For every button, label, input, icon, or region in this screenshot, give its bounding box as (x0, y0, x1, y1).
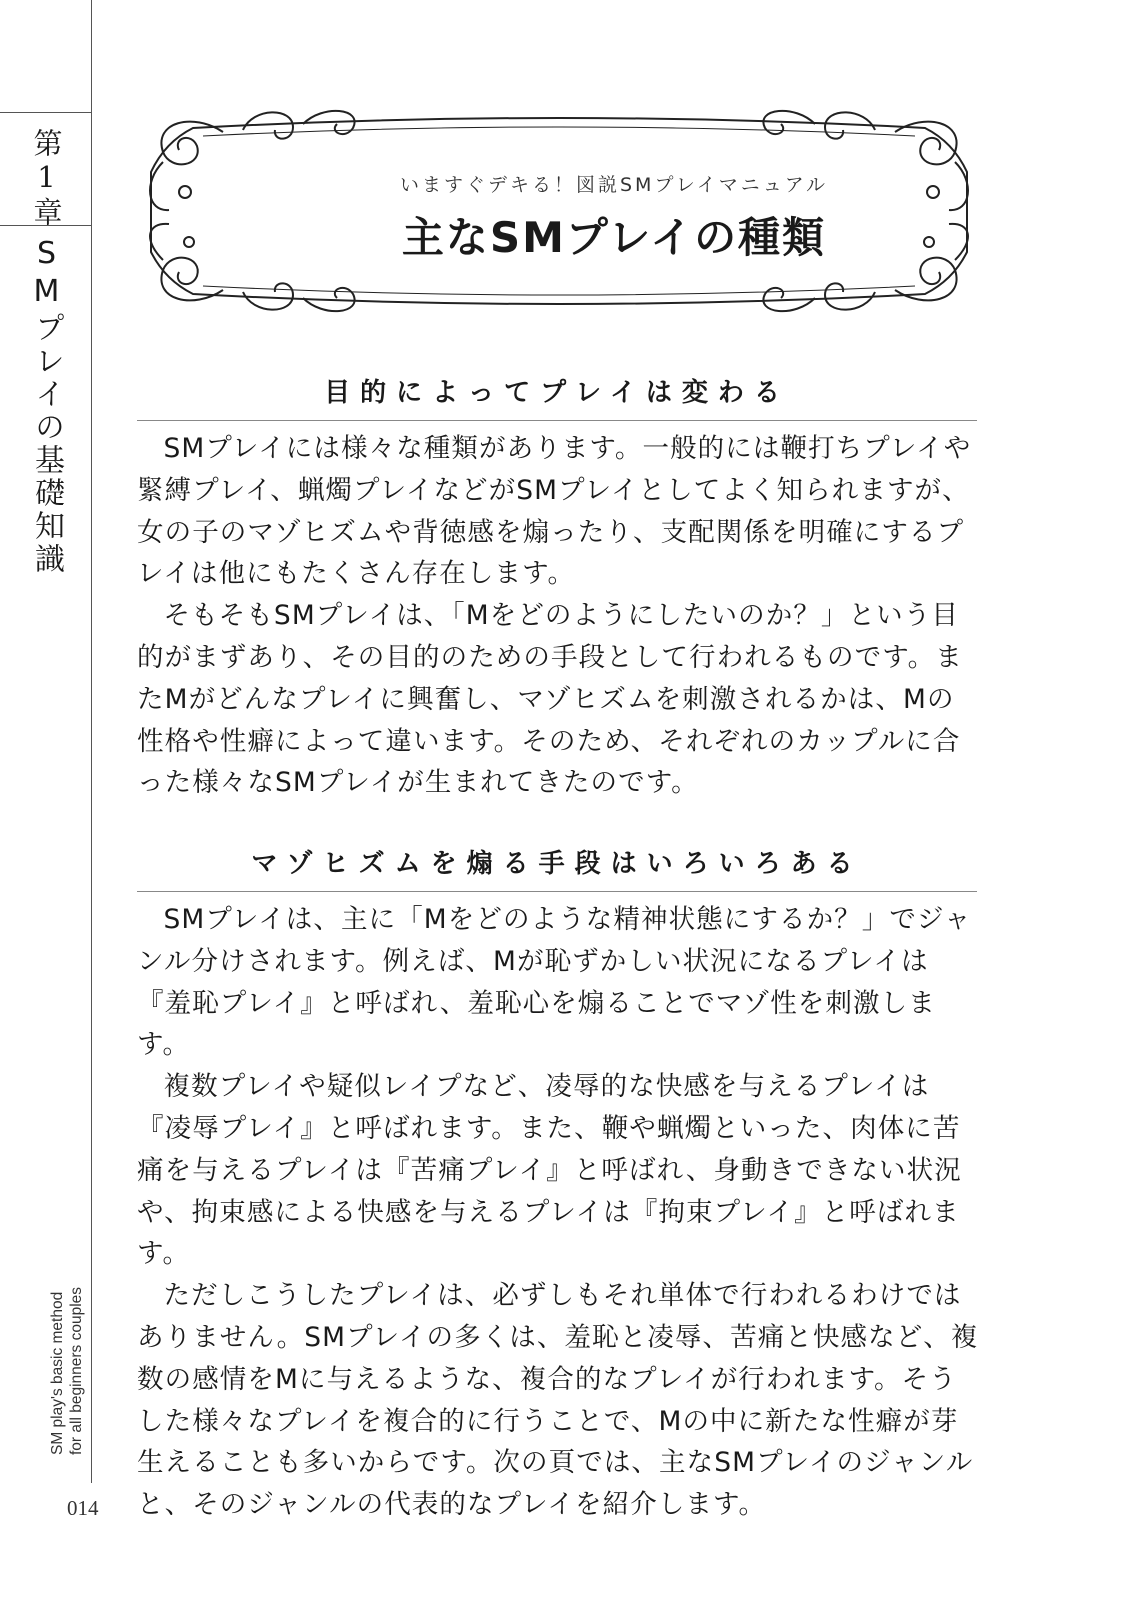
heading-rule (137, 891, 977, 892)
section-heading: マゾヒズムを煽る手段はいろいろある (251, 849, 863, 879)
chapter-label: 第1章 (29, 128, 64, 229)
paragraph: ただしこうしたプレイは、必ずしもそれ単体で行われるわけではありません。SMプレイの多くは、羞恥と凌辱、苦痛と快感など、複数の感情をMに与えるような、複合的なプレイが行われます。そうした様々なプレイを複合的に行うことで、Mの中に新たな性癖が芽生えることも多いからです。次の頁では、主なSMプレイのジャンルと、そのジャンルの代表的なプレイを紹介します。 (137, 1280, 979, 1521)
book-title (48, 1275, 86, 1455)
book-title-line2: for all beginners couples (68, 1286, 85, 1455)
page-subtitle: いますぐデキる！図説SMプレイマニュアル (400, 174, 828, 196)
page-number: 014 (67, 1496, 99, 1520)
paragraph: SMプレイは、主に「Mをどのような精神状態にするか？」でジャンル分けされます。例えば、Mが恥ずかしい状況になるプレイは『羞恥プレイ』と呼ばれ、羞恥心を煽ることでマゾ性を刺激します。 (137, 904, 972, 1061)
page-title: 主なSMプレイの種類 (401, 213, 827, 262)
section-label: SMプレイの基礎知識 (29, 236, 64, 576)
heading-rule (137, 420, 977, 421)
section-body (137, 428, 979, 804)
book-title-line1: SM play's basic method (49, 1291, 66, 1455)
section-body (137, 899, 979, 1526)
paragraph: 複数プレイや疑似レイプなど、凌辱的な快感を与えるプレイは『凌辱プレイ』と呼ばれます。また、鞭や蝋燭といった、肉体に苦痛を与えるプレイは『苦痛プレイ』と呼ばれ、身動きできない状況や、拘束感による快感を与えるプレイは『拘束プレイ』と呼ばれます。 (137, 1071, 962, 1270)
paragraph: そもそもSMプレイは、「Mをどのようにしたいのか？」という目的がまずあり、その目的のための手段として行われるものです。またMがどんなプレイに興奮し、マゾヒズムを刺激されるかは、Mの性格や性癖によって違います。そのため、それぞれのカップルに合った様々なSMプレイが生まれてきたのです。 (137, 600, 963, 799)
section-heading: 目的によってプレイは変わる (324, 378, 790, 408)
paragraph: SMプレイには様々な種類があります。一般的には鞭打ちプレイや緊縛プレイ、蝋燭プレイなどがSMプレイとしてよく知られますが、女の子のマゾヒズムや背徳感を煽ったり、支配関係を明確にするプレイは他にもたくさん存在します。 (137, 433, 972, 590)
